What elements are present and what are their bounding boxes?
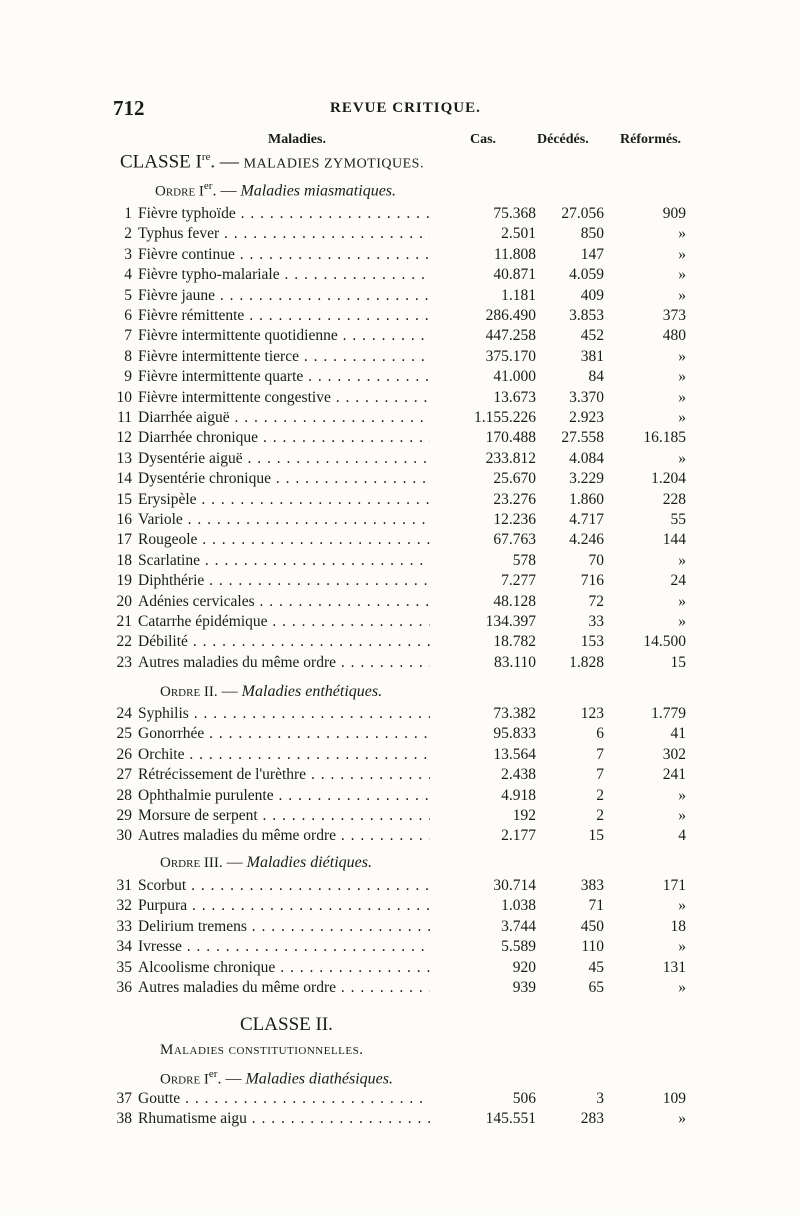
- disease-name: Purpura . . .: [138, 897, 458, 915]
- row-number: 15: [116, 490, 132, 508]
- deaths-value: 3.370: [569, 388, 604, 406]
- table-row: [0, 633, 800, 653]
- discharged-value: »: [678, 368, 686, 386]
- discharged-value: 241: [662, 766, 686, 784]
- deaths-value: 3.229: [569, 470, 604, 488]
- disease-name: Ophthalmie purulente . . .: [138, 787, 458, 805]
- cases-value: 7.277: [430, 572, 536, 590]
- discharged-value: »: [678, 266, 686, 284]
- disease-name: Rougeole . . .: [138, 531, 458, 549]
- disease-name: Rhumatisme aigu . . .: [138, 1110, 458, 1128]
- disease-name: Dysentérie chronique . . .: [138, 470, 458, 488]
- row-number: 19: [116, 572, 132, 590]
- row-number: 6: [124, 307, 132, 324]
- discharged-value: 144: [662, 531, 686, 549]
- table-row: [0, 327, 800, 347]
- classe-2-subtitle: [160, 1041, 363, 1059]
- ordre-1-title: Maladies miasmatiques.: [240, 182, 397, 200]
- ordre-2-title: Maladies enthétiques.: [241, 683, 383, 700]
- disease-name: Fièvre intermittente quotidienne . . .: [138, 327, 458, 345]
- discharged-value: »: [678, 938, 686, 956]
- discharged-value: 131: [662, 958, 686, 976]
- deaths-value: 2: [596, 786, 604, 804]
- deaths-value: 72: [588, 592, 604, 610]
- deaths-value: 147: [580, 245, 604, 263]
- deaths-value: 45: [588, 958, 604, 976]
- deaths-value: 6: [596, 725, 604, 743]
- table-row: [0, 746, 800, 766]
- disease-name: Alcoolisme chronique . . .: [138, 959, 458, 977]
- row-number: 11: [117, 409, 132, 426]
- discharged-value: 480: [662, 327, 686, 345]
- table-row: [0, 613, 800, 633]
- page-number: 712: [113, 96, 145, 120]
- row-number: 28: [116, 786, 132, 804]
- deaths-value: 4.246: [569, 531, 604, 549]
- disease-name: Autres maladies du même ordre . . .: [138, 979, 458, 997]
- row-number: 4: [124, 266, 132, 284]
- disease-name: Fièvre typho-malariale . . .: [138, 266, 458, 284]
- deaths-value: 2: [596, 807, 604, 824]
- cases-value: 506: [430, 1090, 536, 1108]
- cases-value: 1.155.226: [430, 409, 536, 427]
- cases-value: 920: [430, 959, 536, 977]
- classe-1-sup: re: [201, 151, 211, 163]
- table-row: [0, 225, 800, 245]
- row-number: 21: [116, 613, 132, 630]
- deaths-value: 70: [588, 551, 604, 569]
- table-row: [0, 1110, 800, 1130]
- disease-name: Goutte . . .: [138, 1090, 458, 1108]
- discharged-value: »: [678, 245, 686, 263]
- table-row: [0, 552, 800, 572]
- classe-1-heading: [120, 151, 424, 173]
- table-row: [0, 409, 800, 429]
- discharged-value: »: [678, 449, 686, 467]
- discharged-value: »: [678, 897, 686, 915]
- discharged-value: »: [678, 807, 686, 824]
- ordre-4-label: Ordre I: [160, 1071, 209, 1088]
- row-number: 29: [116, 807, 132, 824]
- discharged-value: »: [678, 551, 686, 569]
- table-row: [0, 266, 800, 286]
- table-row: [0, 572, 800, 592]
- row-number: 25: [116, 725, 132, 743]
- deaths-value: 153: [580, 633, 604, 651]
- deaths-value: 450: [580, 917, 604, 935]
- table-row: [0, 593, 800, 613]
- column-header-cas: Cas.: [470, 132, 497, 147]
- disease-name: Fièvre typhoïde . . .: [138, 205, 458, 223]
- table-row: [0, 389, 800, 409]
- ordre-3-label: Ordre III.: [160, 855, 223, 871]
- cases-value: 5.589: [430, 938, 536, 956]
- row-number: 31: [116, 877, 132, 894]
- row-number: 12: [116, 429, 132, 447]
- deaths-value: 409: [580, 286, 604, 304]
- deaths-value: 33: [588, 613, 604, 630]
- cases-value: 30.714: [430, 877, 536, 895]
- disease-name: Fièvre intermittente congestive . . .: [138, 389, 458, 407]
- cases-value: 4.918: [430, 787, 536, 805]
- discharged-value: 109: [662, 1090, 686, 1107]
- row-number: 35: [116, 958, 132, 976]
- disease-name: Autres maladies du même ordre . . .: [138, 654, 458, 672]
- deaths-value: 3.853: [569, 307, 604, 324]
- deaths-value: 123: [580, 705, 604, 722]
- discharged-value: 909: [662, 205, 686, 222]
- ordre-2-dash: —: [217, 683, 242, 700]
- cases-value: 13.564: [430, 746, 536, 764]
- discharged-value: »: [678, 613, 686, 630]
- cases-value: 3.744: [430, 918, 536, 936]
- row-number: 9: [124, 368, 132, 386]
- discharged-value: 1.779: [651, 705, 686, 722]
- table-row: [0, 491, 800, 511]
- row-number: 18: [116, 551, 132, 569]
- deaths-value: 27.056: [561, 205, 604, 222]
- discharged-value: 373: [662, 307, 686, 324]
- column-header-decedes: Décédés.: [537, 132, 589, 147]
- cases-value: 12.236: [430, 511, 536, 529]
- ordre-1-heading: [155, 180, 396, 200]
- deaths-value: 7: [596, 766, 604, 784]
- deaths-value: 2.923: [569, 409, 604, 426]
- classe-1-title: MALADIES ZYMOTIQUES.: [243, 156, 424, 172]
- discharged-value: »: [678, 388, 686, 406]
- row-number: 27: [116, 766, 132, 784]
- table-row: [0, 877, 800, 897]
- row-number: 10: [116, 388, 132, 406]
- disease-name: Scorbut . . .: [138, 877, 458, 895]
- ordre-3-heading: [160, 854, 372, 872]
- disease-name: Dysentérie aiguë . . .: [138, 450, 458, 468]
- cases-value: 134.397: [430, 613, 536, 631]
- row-number: 26: [116, 745, 132, 763]
- cases-value: 447.258: [430, 327, 536, 345]
- table-row: [0, 827, 800, 847]
- table-row: [0, 897, 800, 917]
- table-row: [0, 938, 800, 958]
- discharged-value: 15: [670, 653, 686, 671]
- row-number: 38: [116, 1110, 132, 1128]
- table-row: [0, 725, 800, 745]
- table-row: [0, 1090, 800, 1110]
- row-number: 3: [124, 245, 132, 263]
- table-row: [0, 470, 800, 490]
- discharged-value: 55: [670, 511, 686, 528]
- cases-value: 75.368: [430, 205, 536, 223]
- table-row: [0, 705, 800, 725]
- column-header-reformes: Réformés.: [620, 132, 682, 147]
- table-row: [0, 807, 800, 827]
- cases-value: 145.551: [430, 1110, 536, 1128]
- ordre-4-title: Maladies diathésiques.: [245, 1070, 394, 1088]
- disease-name: Morsure de serpent . . .: [138, 807, 458, 825]
- cases-value: 578: [430, 552, 536, 570]
- discharged-value: »: [678, 592, 686, 610]
- table-row: [0, 368, 800, 388]
- row-number: 32: [116, 897, 132, 915]
- ordre-4-heading: [160, 1068, 393, 1088]
- cases-value: 375.170: [430, 348, 536, 366]
- row-number: 7: [124, 327, 132, 345]
- deaths-value: 65: [588, 979, 604, 996]
- cases-value: 40.871: [430, 266, 536, 284]
- disease-name: Fièvre intermittente quarte . . .: [138, 368, 458, 386]
- table-row: [0, 531, 800, 551]
- row-number: 30: [116, 827, 132, 845]
- deaths-value: 383: [580, 877, 604, 894]
- discharged-value: »: [678, 1110, 686, 1128]
- cases-value: 25.670: [430, 470, 536, 488]
- running-head: REVUE CRITIQUE.: [330, 100, 481, 116]
- ordre-1-dash: . —: [212, 182, 241, 200]
- disease-name: Fièvre intermittente tierce . . .: [138, 348, 458, 366]
- discharged-value: »: [678, 979, 686, 996]
- deaths-value: 4.084: [569, 449, 604, 467]
- table-row: [0, 787, 800, 807]
- ordre-3-title: Maladies diétiques.: [246, 854, 372, 871]
- cases-value: 939: [430, 979, 536, 997]
- deaths-value: 3: [596, 1090, 604, 1107]
- disease-name: Adénies cervicales . . .: [138, 593, 458, 611]
- discharged-value: 228: [662, 490, 686, 508]
- row-number: 33: [116, 917, 132, 935]
- table-row: [0, 918, 800, 938]
- row-number: 13: [116, 449, 132, 467]
- cases-value: 73.382: [430, 705, 536, 723]
- cases-value: 2.177: [430, 827, 536, 845]
- discharged-value: »: [678, 786, 686, 804]
- disease-name: Rétrécissement de l'urèthre . . .: [138, 766, 458, 784]
- cases-value: 48.128: [430, 593, 536, 611]
- deaths-value: 381: [580, 347, 604, 365]
- deaths-value: 4.717: [569, 511, 604, 528]
- table-row: [0, 959, 800, 979]
- ordre-1-label: Ordre I: [155, 183, 204, 200]
- disease-name: Diarrhée aiguë . . .: [138, 409, 458, 427]
- deaths-value: 452: [580, 327, 604, 345]
- row-number: 1: [124, 205, 132, 222]
- table-row: [0, 307, 800, 327]
- discharged-value: »: [678, 347, 686, 365]
- disease-name: Fièvre rémittente . . .: [138, 307, 458, 325]
- row-number: 17: [116, 531, 132, 549]
- classe-1-dash: . —: [210, 151, 244, 173]
- disease-name: Variole . . .: [138, 511, 458, 529]
- ordre-4-sup: er: [208, 1068, 218, 1080]
- discharged-value: 18: [670, 917, 686, 935]
- disease-name: Diarrhée chronique . . .: [138, 429, 458, 447]
- table-row: [0, 766, 800, 786]
- row-number: 24: [116, 705, 132, 722]
- row-number: 20: [116, 592, 132, 610]
- row-number: 22: [116, 633, 132, 651]
- table-row: [0, 287, 800, 307]
- discharged-value: 14.500: [643, 633, 686, 651]
- column-header-maladies: Maladies.: [268, 132, 326, 147]
- row-number: 16: [116, 511, 132, 528]
- cases-value: 1.181: [430, 287, 536, 305]
- deaths-value: 283: [580, 1110, 604, 1128]
- ordre-1-sup: er: [203, 180, 213, 192]
- table-row: [0, 450, 800, 470]
- disease-name: Catarrhe épidémique . . .: [138, 613, 458, 631]
- discharged-value: »: [678, 409, 686, 426]
- ordre-2-heading: [160, 683, 382, 701]
- disease-name: Typhus fever . . .: [138, 225, 458, 243]
- classe-2-heading: CLASSE II.: [240, 1014, 333, 1035]
- cases-value: 67.763: [430, 531, 536, 549]
- cases-value: 13.673: [430, 389, 536, 407]
- cases-value: 192: [430, 807, 536, 825]
- deaths-value: 71: [588, 897, 604, 915]
- deaths-value: 110: [581, 938, 604, 956]
- classe-2-subtitle-text: Maladies constitutionnelles.: [160, 1042, 364, 1058]
- deaths-value: 1.860: [569, 490, 604, 508]
- deaths-value: 15: [588, 827, 604, 845]
- cases-value: 18.782: [430, 633, 536, 651]
- cases-value: 95.833: [430, 725, 536, 743]
- disease-name: Diphthérie . . .: [138, 572, 458, 590]
- table-row: [0, 246, 800, 266]
- cases-value: 170.488: [430, 429, 536, 447]
- row-number: 37: [116, 1090, 132, 1107]
- table-row: [0, 511, 800, 531]
- disease-name: Erysipèle . . .: [138, 491, 458, 509]
- row-number: 23: [116, 653, 132, 671]
- discharged-value: 171: [662, 877, 686, 894]
- cases-value: 41.000: [430, 368, 536, 386]
- deaths-value: 4.059: [569, 266, 604, 284]
- disease-name: Delirium tremens . . .: [138, 918, 458, 936]
- table-row: [0, 979, 800, 999]
- discharged-value: 16.185: [643, 429, 686, 447]
- discharged-value: 302: [662, 745, 686, 763]
- discharged-value: »: [678, 286, 686, 304]
- disease-name: Autres maladies du même ordre . . .: [138, 827, 458, 845]
- discharged-value: 24: [670, 572, 686, 590]
- disease-name: Syphilis . . .: [138, 705, 458, 723]
- cases-value: 83.110: [430, 654, 536, 672]
- row-number: 14: [116, 470, 132, 488]
- row-number: 34: [116, 938, 132, 956]
- deaths-value: 716: [580, 572, 604, 590]
- disease-name: Fièvre continue . . .: [138, 246, 458, 264]
- discharged-value: 41: [670, 725, 686, 743]
- table-row: [0, 654, 800, 674]
- cases-value: 1.038: [430, 897, 536, 915]
- deaths-value: 84: [588, 368, 604, 386]
- row-number: 8: [124, 347, 132, 365]
- cases-value: 233.812: [430, 450, 536, 468]
- ordre-4-dash: . —: [217, 1070, 246, 1088]
- disease-name: Gonorrhée . . .: [138, 725, 458, 743]
- disease-name: Orchite . . .: [138, 746, 458, 764]
- row-number: 36: [116, 979, 132, 996]
- discharged-value: 4: [678, 827, 686, 845]
- cases-value: 2.438: [430, 766, 536, 784]
- deaths-value: 27.558: [561, 429, 604, 447]
- cases-value: 11.808: [430, 246, 536, 264]
- ordre-2-label: Ordre II.: [160, 684, 218, 700]
- disease-name: Débilité . . .: [138, 633, 458, 651]
- discharged-value: 1.204: [651, 470, 686, 488]
- cases-value: 2.501: [430, 225, 536, 243]
- row-number: 5: [124, 286, 132, 304]
- deaths-value: 7: [596, 745, 604, 763]
- ordre-3-dash: —: [222, 854, 247, 871]
- row-number: 2: [124, 225, 132, 243]
- table-row: [0, 429, 800, 449]
- disease-name: Ivresse . . .: [138, 938, 458, 956]
- deaths-value: 1.828: [569, 653, 604, 671]
- deaths-value: 850: [580, 225, 604, 243]
- classe-1-roman: CLASSE I: [120, 151, 202, 173]
- table-row: [0, 205, 800, 225]
- disease-name: Fièvre jaune . . .: [138, 287, 458, 305]
- discharged-value: »: [678, 225, 686, 243]
- cases-value: 23.276: [430, 491, 536, 509]
- table-row: [0, 348, 800, 368]
- disease-name: Scarlatine . . .: [138, 552, 458, 570]
- cases-value: 286.490: [430, 307, 536, 325]
